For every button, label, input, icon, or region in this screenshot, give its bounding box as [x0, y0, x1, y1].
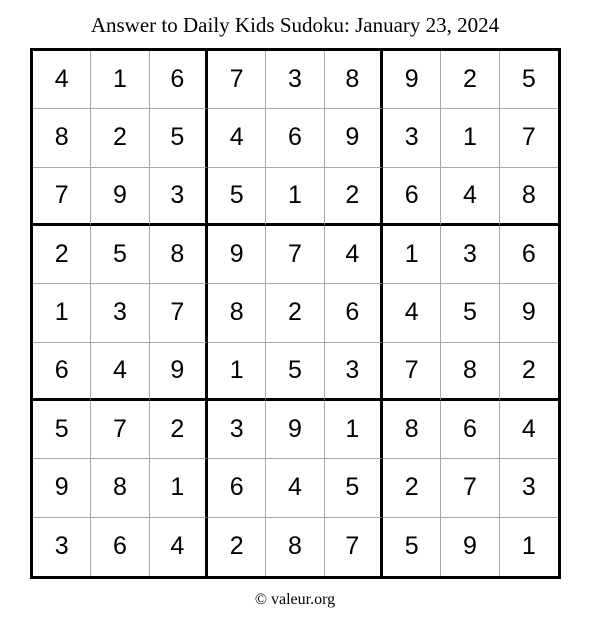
sudoku-cell: 6: [208, 459, 266, 517]
sudoku-cell: 7: [91, 401, 149, 459]
copyright-footer: © valeur.org: [254, 591, 336, 608]
sudoku-cell: 5: [325, 459, 383, 517]
sudoku-cell: 5: [266, 343, 324, 401]
sudoku-cell: 3: [150, 168, 208, 226]
sudoku-cell: 4: [383, 284, 441, 342]
sudoku-cell: 9: [266, 401, 324, 459]
sudoku-cell: 9: [208, 226, 266, 284]
sudoku-cell: 2: [383, 459, 441, 517]
sudoku-cell: 1: [150, 459, 208, 517]
sudoku-cell: 6: [500, 226, 558, 284]
sudoku-cell: 1: [91, 51, 149, 109]
sudoku-cell: 5: [150, 109, 208, 167]
sudoku-cell: 5: [91, 226, 149, 284]
sudoku-cell: 2: [208, 518, 266, 576]
sudoku-cell: 7: [441, 459, 499, 517]
sudoku-cell: 6: [325, 284, 383, 342]
sudoku-cell: 5: [441, 284, 499, 342]
sudoku-cell: 7: [325, 518, 383, 576]
sudoku-cell: 4: [208, 109, 266, 167]
sudoku-cell: 9: [150, 343, 208, 401]
sudoku-cell: 2: [266, 284, 324, 342]
sudoku-cell: 6: [266, 109, 324, 167]
sudoku-cell: 7: [150, 284, 208, 342]
sudoku-cell: 4: [33, 51, 91, 109]
sudoku-cell: 4: [150, 518, 208, 576]
sudoku-cell: 6: [383, 168, 441, 226]
puzzle-title: Answer to Daily Kids Sudoku: January 23, 2024: [90, 13, 500, 37]
sudoku-cell: 1: [521, 532, 536, 561]
sudoku-cell: 2: [441, 51, 499, 109]
sudoku-cell: 5: [33, 401, 91, 459]
sudoku-cell: 1: [383, 226, 441, 284]
sudoku-cell: 8: [325, 51, 383, 109]
sudoku-cell: 8: [441, 343, 499, 401]
sudoku-cell: 1: [441, 109, 499, 167]
sudoku-cell: 3: [383, 109, 441, 167]
sudoku-cell: 5: [500, 51, 558, 109]
sudoku-board: [30, 48, 561, 579]
sudoku-cell: 3: [500, 459, 558, 517]
sudoku-cell: 1: [208, 343, 266, 401]
sudoku-cell: 4: [325, 226, 383, 284]
sudoku-cell: 2: [325, 168, 383, 226]
sudoku-cell: 8: [208, 284, 266, 342]
sudoku-cell: 8: [266, 518, 324, 576]
sudoku-cell: 5: [208, 168, 266, 226]
sudoku-cell: 3: [325, 343, 383, 401]
sudoku-cell: 6: [33, 343, 91, 401]
sudoku-cell: 5: [383, 518, 441, 576]
sudoku-cell: 7: [383, 343, 441, 401]
sudoku-cell: 9: [33, 459, 91, 517]
sudoku-cell: 9: [325, 109, 383, 167]
sudoku-cell: 7: [500, 109, 558, 167]
sudoku-cell: 2: [500, 343, 558, 401]
sudoku-cell: 8: [150, 226, 208, 284]
sudoku-cell: 2: [91, 109, 149, 167]
sudoku-cell: 4: [91, 343, 149, 401]
sudoku-cell: 8: [91, 459, 149, 517]
sudoku-cell: 9: [500, 284, 558, 342]
sudoku-cell: 7: [266, 226, 324, 284]
sudoku-cell: 8: [33, 109, 91, 167]
sudoku-cell: 3: [441, 226, 499, 284]
sudoku-cell: 8: [383, 401, 441, 459]
sudoku-cell: 3: [33, 518, 91, 576]
sudoku-cell: 9: [441, 518, 499, 576]
sudoku-cell: 2: [150, 401, 208, 459]
sudoku-cell: 3: [208, 401, 266, 459]
sudoku-cell: 7: [33, 168, 91, 226]
sudoku-cell: 1: [33, 284, 91, 342]
sudoku-cell: 3: [91, 284, 149, 342]
sudoku-cell: 1: [266, 168, 324, 226]
sudoku-cell: 2: [33, 226, 91, 284]
sudoku-cell: 8: [500, 168, 558, 226]
sudoku-cell: 6: [150, 51, 208, 109]
sudoku-cell: 6: [441, 401, 499, 459]
sudoku-cell: 4: [500, 401, 558, 459]
sudoku-cell: 9: [383, 51, 441, 109]
sudoku-cell: 1: [325, 401, 383, 459]
sudoku-cell: 9: [91, 168, 149, 226]
sudoku-cell: 3: [266, 51, 324, 109]
sudoku-cell: 7: [208, 51, 266, 109]
sudoku-cell: 4: [441, 168, 499, 226]
sudoku-cell: 4: [266, 459, 324, 517]
sudoku-cell: 6: [91, 518, 149, 576]
